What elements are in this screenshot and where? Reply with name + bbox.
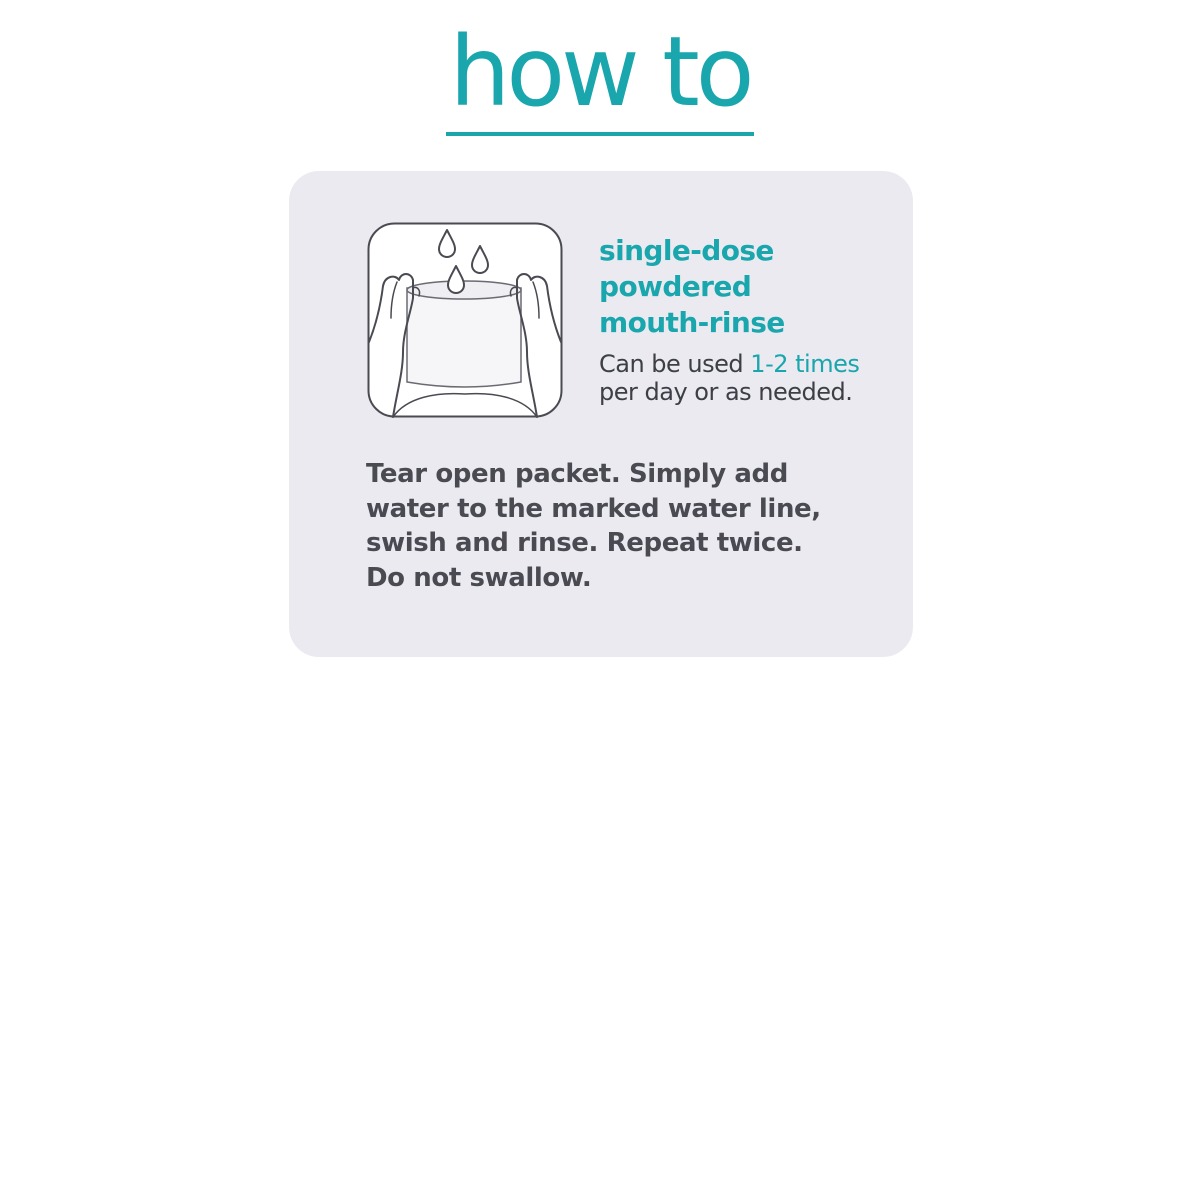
page-title: how to	[446, 18, 755, 136]
usage-frequency-text	[599, 350, 899, 406]
instructions-text	[366, 457, 886, 595]
instructions-line: Tear open packet. Simply add	[366, 459, 788, 489]
instruction-card	[289, 171, 913, 657]
heading-block	[0, 18, 1200, 136]
hands-holding-packet-with-water-drops-icon	[367, 222, 563, 418]
instructions-line: Do not swallow.	[366, 562, 592, 593]
product-title-line: powdered	[599, 270, 752, 303]
usage-prefix: Can be used	[599, 350, 744, 378]
instructions-line: swish and rinse. Repeat twice.	[366, 528, 803, 558]
usage-suffix: per day or as needed.	[599, 378, 853, 406]
product-title-line: mouth-rinse	[599, 306, 785, 339]
instructions-line: water to the marked water line,	[366, 493, 821, 524]
product-title	[599, 233, 785, 341]
usage-highlight: 1-2 times	[750, 350, 860, 378]
product-title-line: single-dose	[599, 234, 774, 267]
